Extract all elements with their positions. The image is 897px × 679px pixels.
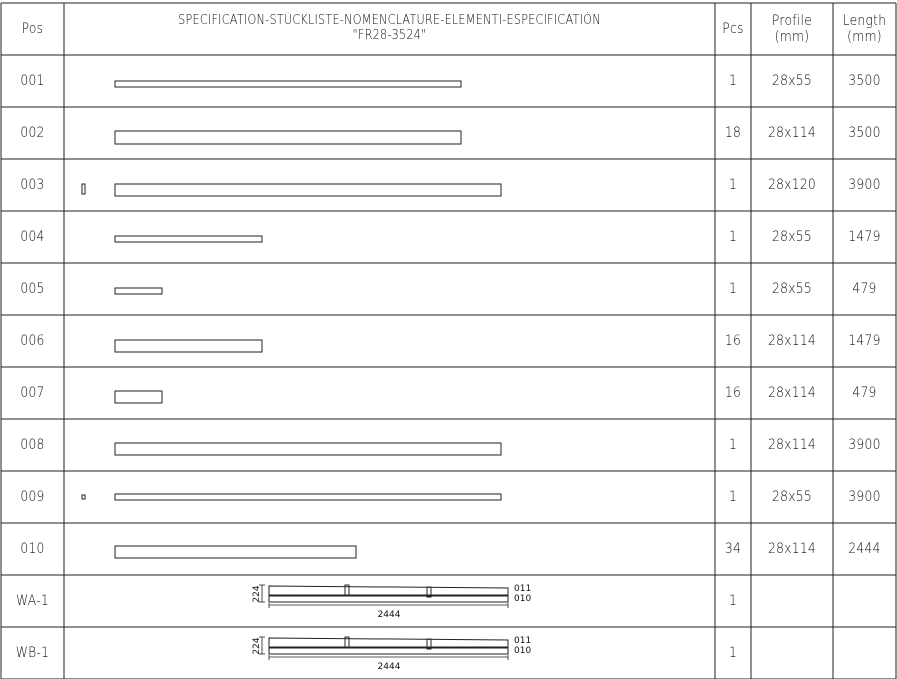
profile-value: 28x114 (767, 332, 817, 349)
profile-value: 28x114 (767, 124, 817, 141)
pcs-value: 16 (724, 332, 742, 349)
pcs-cell (717, 263, 749, 315)
pos-value: 004 (20, 228, 45, 245)
profile-cell (756, 471, 828, 523)
pos-cell (5, 627, 60, 679)
pcs-value: 1 (728, 176, 738, 193)
pcs-value: 16 (724, 384, 742, 401)
length-cell (837, 419, 892, 471)
pcs-value: 1 (728, 72, 738, 89)
height-dimension-label: 224 (252, 637, 262, 655)
pos-cell (5, 55, 60, 107)
part-sketch (115, 236, 262, 242)
pcs-cell (717, 419, 749, 471)
part-sketch (115, 184, 501, 196)
pos-value: 002 (20, 124, 45, 141)
length-cell (837, 263, 892, 315)
part-sketch (115, 494, 501, 500)
pos-cell (5, 419, 60, 471)
length-cell (837, 367, 892, 419)
profile-cell (756, 211, 828, 263)
spec-title: SPECIFICATION-STÜCKLISTE-NOMENCLATURE-ELEMENTI-ESPECIFICATIÓN (178, 13, 601, 29)
pcs-cell (717, 159, 749, 211)
pcs-value: 34 (724, 540, 742, 557)
header-profile-label: Profile (771, 12, 813, 29)
pcs-cell (717, 471, 749, 523)
pcs-value: 1 (728, 280, 738, 297)
pcs-value: 1 (728, 644, 738, 661)
profile-value: 28x114 (767, 540, 817, 557)
pcs-value: 1 (728, 488, 738, 505)
pos-value: 007 (20, 384, 45, 401)
part-sketch (115, 288, 162, 294)
profile-cell (756, 159, 828, 211)
profile-value: 28x120 (767, 176, 817, 193)
header-length-unit: (mm) (847, 29, 882, 45)
pcs-cell (717, 575, 749, 627)
length-cell (837, 159, 892, 211)
part-sketch (115, 340, 262, 352)
pos-cell (5, 159, 60, 211)
header-length (837, 3, 892, 55)
pcs-cell (717, 367, 749, 419)
length-value: 3900 (848, 436, 881, 453)
profile-value: 28x114 (767, 436, 817, 453)
profile-cell (756, 575, 828, 627)
header-pos (5, 3, 60, 55)
pcs-value: 1 (728, 436, 738, 453)
length-cell (837, 575, 892, 627)
part-sketch (115, 546, 356, 558)
header-pcs (717, 3, 749, 55)
part-ref-label: 011 (514, 584, 532, 594)
length-cell (837, 315, 892, 367)
length-value: 2444 (848, 540, 881, 557)
pos-value: 010 (20, 540, 45, 557)
pos-cell (5, 523, 60, 575)
profile-value: 28x114 (767, 384, 817, 401)
assembly-top-board (269, 586, 508, 595)
pcs-cell (717, 107, 749, 159)
assembly-top-board (269, 638, 508, 647)
length-value: 3900 (848, 488, 881, 505)
profile-cell (756, 367, 828, 419)
profile-cell (756, 523, 828, 575)
profile-cell (756, 107, 828, 159)
length-cell (837, 107, 892, 159)
pos-value: WA-1 (15, 592, 49, 609)
width-dimension-label: 2444 (377, 662, 401, 672)
part-ref-label: 011 (514, 636, 532, 646)
pcs-value: 18 (724, 124, 742, 141)
pos-value: 006 (20, 332, 45, 349)
profile-value: 28x55 (772, 72, 812, 89)
length-value: 1479 (848, 228, 881, 245)
assembly-bottom-board (269, 596, 508, 602)
width-dimension-label: 2444 (377, 610, 401, 620)
part-sketch (115, 81, 461, 87)
part-ref-label: 010 (514, 594, 532, 604)
pcs-cell (717, 627, 749, 679)
pos-cell (5, 367, 60, 419)
assembly-bottom-board (269, 648, 508, 654)
pos-cell (5, 471, 60, 523)
pcs-value: 1 (728, 228, 738, 245)
length-value: 3500 (848, 72, 881, 89)
pos-cell (5, 263, 60, 315)
height-dimension-label: 224 (252, 585, 262, 603)
header-profile-unit: (mm) (774, 29, 810, 45)
header-profile (756, 3, 828, 55)
profile-value: 28x55 (772, 488, 812, 505)
spec-drawing-code: "FR28-3524" (352, 28, 427, 43)
profile-value: 28x55 (772, 228, 812, 245)
pcs-value: 1 (728, 592, 738, 609)
part-sketch (115, 131, 461, 144)
part-sketch (115, 443, 501, 455)
pos-cell (5, 315, 60, 367)
pos-value: 008 (20, 436, 45, 453)
profile-cell (756, 263, 828, 315)
pcs-cell (717, 211, 749, 263)
length-value: 479 (852, 280, 877, 297)
length-value: 3900 (848, 176, 881, 193)
length-cell (837, 55, 892, 107)
pos-cell (5, 107, 60, 159)
profile-value: 28x55 (772, 280, 812, 297)
pos-value: WB-1 (15, 644, 50, 661)
pos-cell (5, 575, 60, 627)
pos-cell (5, 211, 60, 263)
header-length-label: Length (842, 12, 887, 29)
length-cell (837, 471, 892, 523)
length-value: 1479 (848, 332, 881, 349)
part-ref-label: 010 (514, 646, 532, 656)
profile-cell (756, 315, 828, 367)
length-cell (837, 523, 892, 575)
profile-cell (756, 419, 828, 471)
profile-cell (756, 55, 828, 107)
length-value: 3500 (848, 124, 881, 141)
header-pcs-label: Pcs (722, 20, 744, 37)
header-pos-label: Pos (21, 20, 44, 37)
part-end-view (82, 184, 85, 194)
pos-value: 005 (20, 280, 45, 297)
length-value: 479 (852, 384, 877, 401)
pos-value: 001 (20, 72, 45, 89)
header-title (110, 3, 670, 55)
pos-value: 003 (20, 176, 45, 193)
length-cell (837, 211, 892, 263)
pcs-cell (717, 523, 749, 575)
part-end-view (82, 495, 85, 499)
profile-cell (756, 627, 828, 679)
length-cell (837, 627, 892, 679)
pcs-cell (717, 55, 749, 107)
pcs-cell (717, 315, 749, 367)
part-sketch (115, 391, 162, 403)
pos-value: 009 (20, 488, 45, 505)
